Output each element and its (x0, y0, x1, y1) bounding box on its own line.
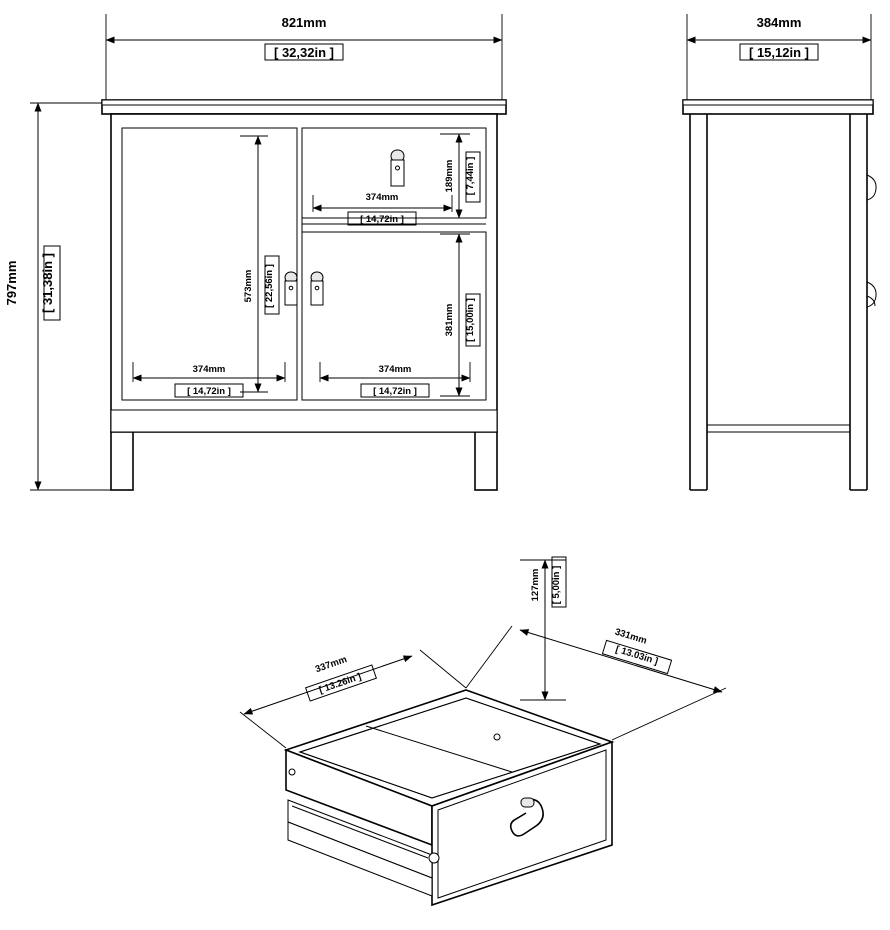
dim-front-overall-height (4, 103, 111, 490)
side-depth-mm: 384mm (756, 15, 802, 30)
left-door-handle-front (285, 272, 297, 305)
left-door-width-in: [ 14,72in ] (187, 386, 231, 397)
front-height-in: [ 31,38in ] (40, 253, 55, 313)
dim-side-depth (687, 14, 871, 100)
drawer-width-in: [ 14,72in ] (360, 214, 404, 225)
front-view-geometry (102, 100, 506, 490)
drawer-detail-depth-in: [ 13.03in ] (614, 643, 660, 668)
drawer-detail-geometry (286, 690, 612, 905)
door-opening-height-mm: 381mm (444, 303, 455, 337)
left-door-height-in: [ 22,56in ] (264, 264, 275, 308)
drawer-height-mm: 189mm (444, 159, 455, 193)
dim-front-overall-width (106, 14, 502, 100)
left-door-height-mm: 573mm (243, 269, 254, 303)
drawer-width-mm: 374mm (365, 192, 399, 203)
side-depth-in: [ 15,12in ] (749, 45, 809, 60)
right-door-width-mm: 374mm (378, 364, 412, 375)
door-opening-height-in: [ 15,00in ] (465, 298, 476, 342)
front-width-in: [ 32,32in ] (274, 45, 334, 60)
drawer-detail-height-in: [ 5,00in ] (551, 565, 562, 605)
side-view-geometry (683, 100, 876, 490)
drawer-detail-height-mm: 127mm (530, 568, 541, 602)
right-door-handle-front (311, 272, 323, 305)
drawer-detail-width-mm: 337mm (313, 654, 349, 676)
drawer-handle-front (391, 150, 404, 186)
dim-drawer-detail-height (520, 557, 566, 700)
drawer-detail-depth-mm: 331mm (613, 626, 648, 647)
drawer-height-in: [ 7,44in ] (465, 156, 476, 196)
drawer-detail-width-in: [ 13.26in ] (317, 671, 363, 696)
left-door-width-mm: 374mm (192, 364, 226, 375)
front-width-mm: 821mm (281, 15, 327, 30)
front-height-mm: 797mm (4, 260, 19, 306)
right-door-width-in: [ 14,72in ] (373, 386, 417, 397)
